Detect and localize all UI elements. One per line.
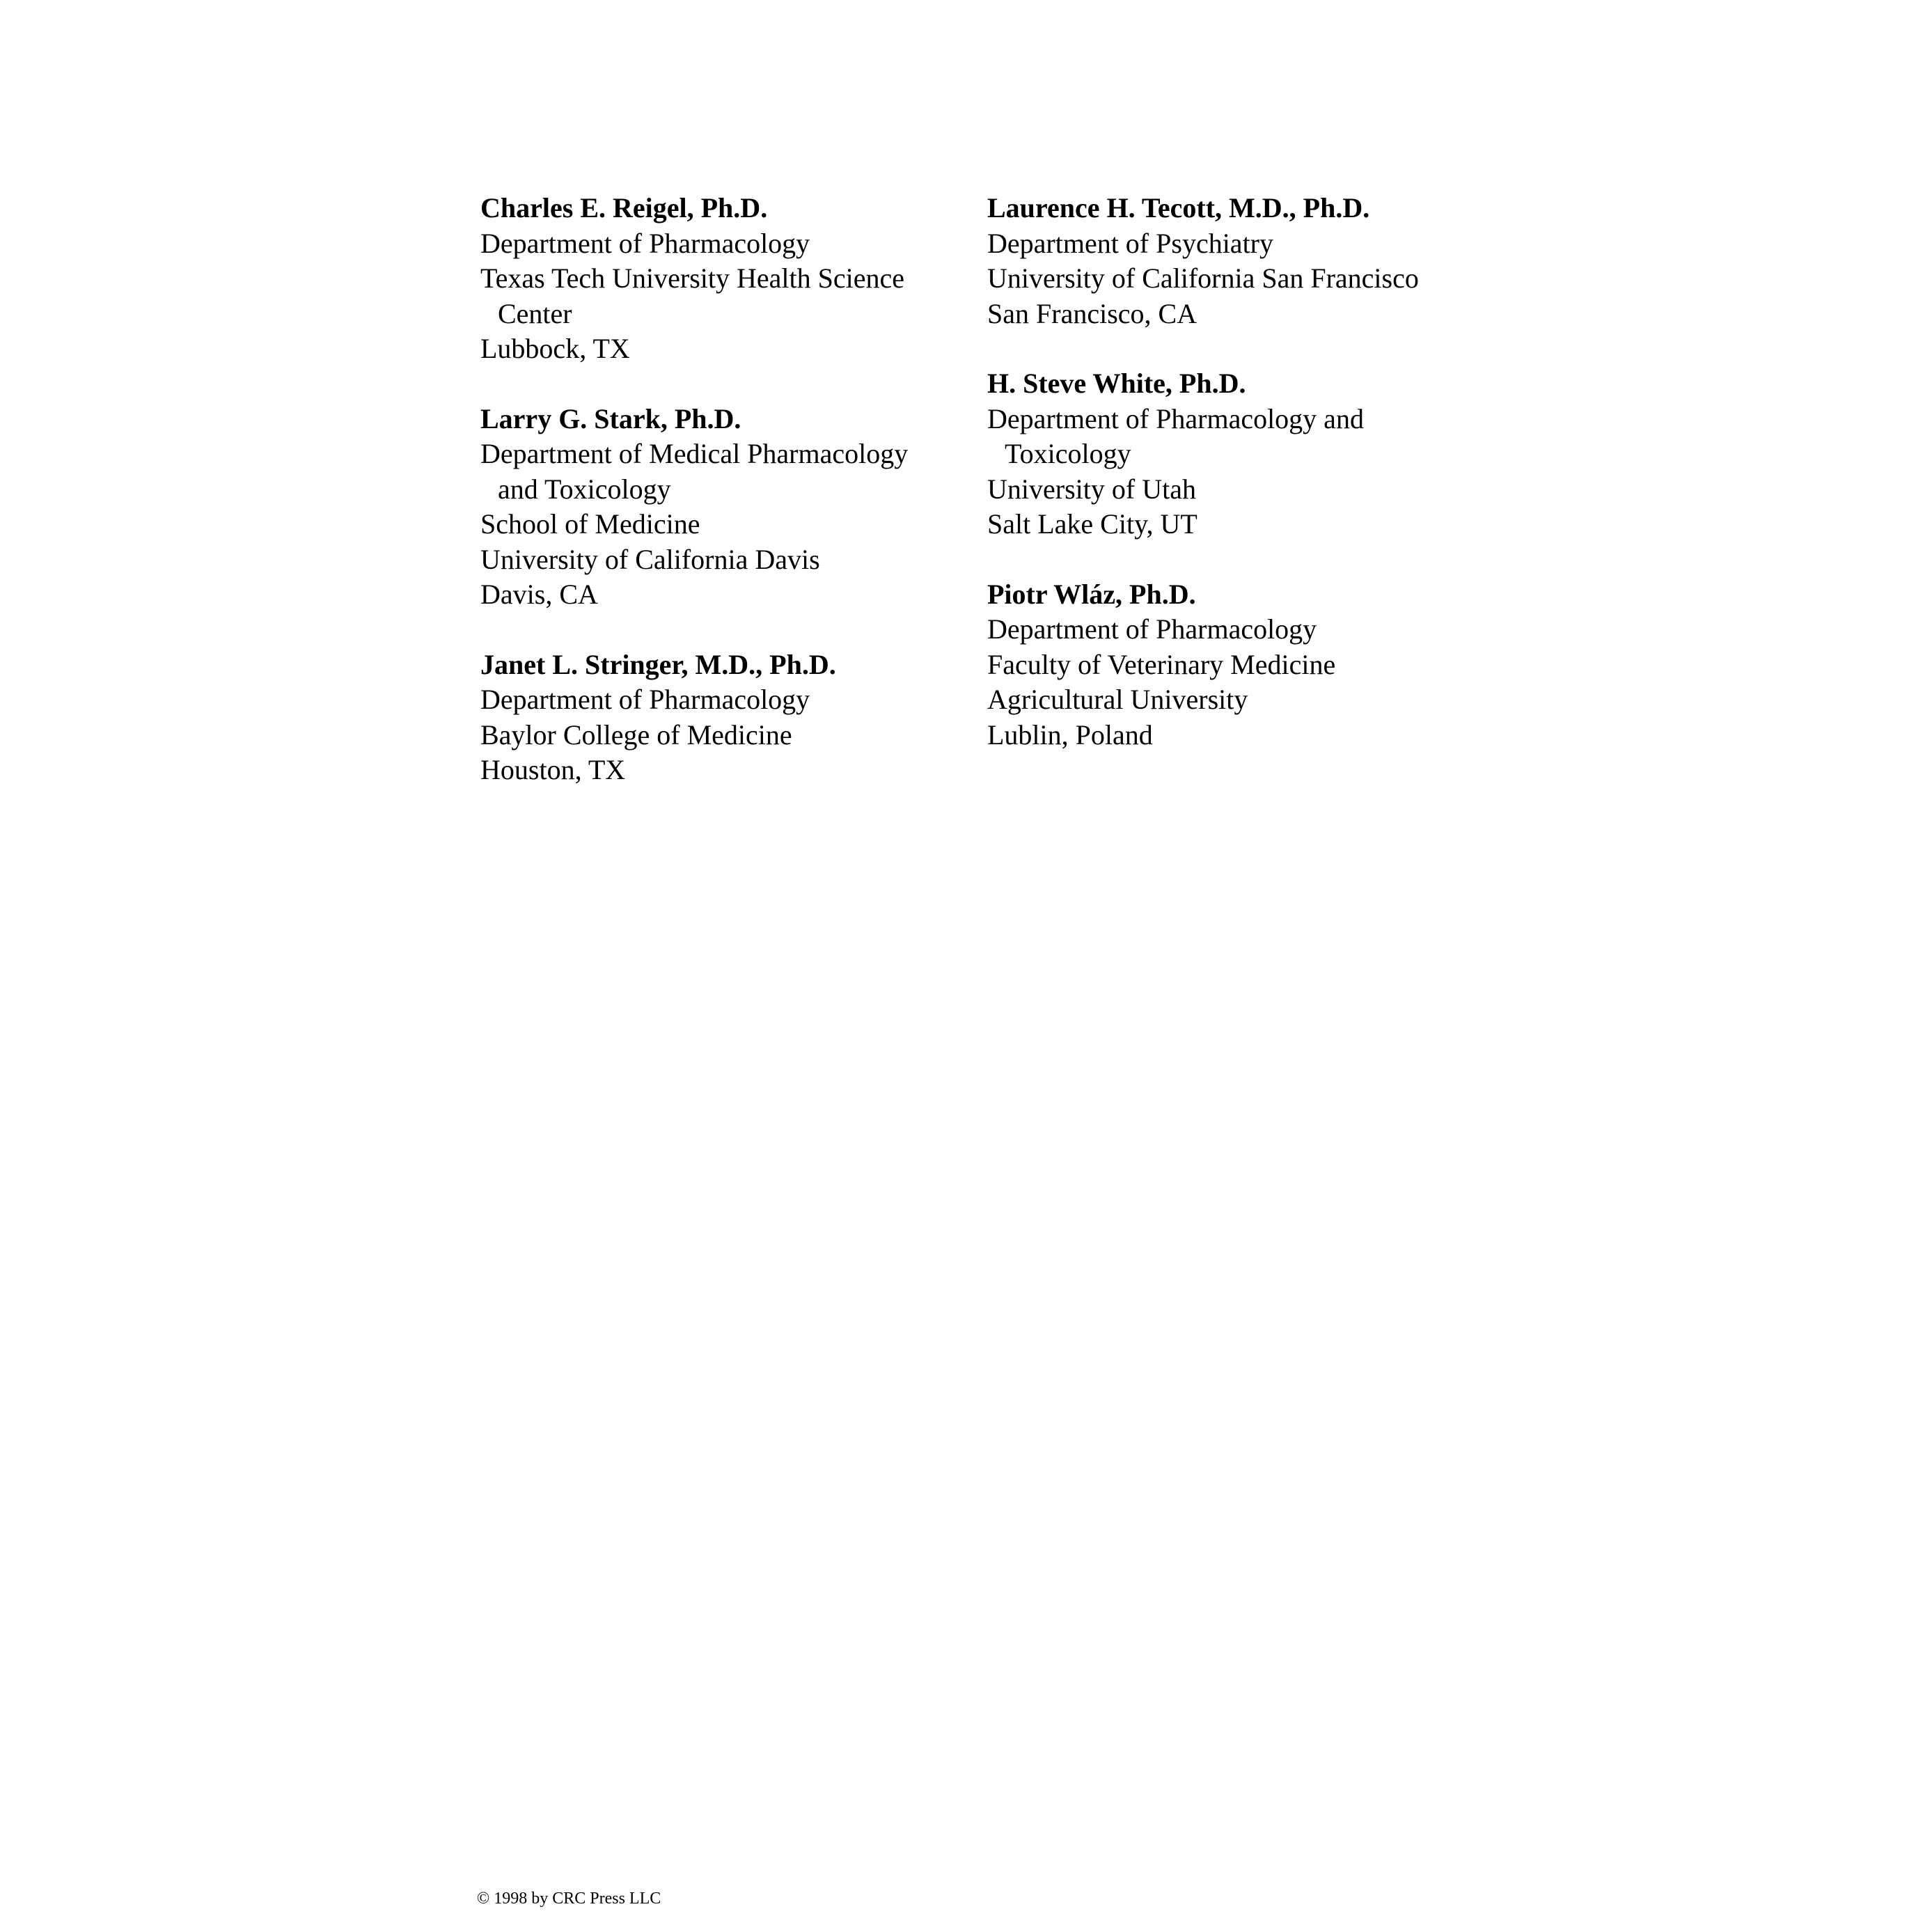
contributor-name: Charles E. Reigel, Ph.D. (480, 192, 768, 223)
affiliation-line: Lubbock, TX (480, 333, 630, 364)
affiliation-line: School of Medicine (480, 508, 700, 540)
contributor-entry (480, 647, 954, 788)
affiliation-line: University of California San Francisco (987, 262, 1419, 294)
affiliation-line: Baylor College of Medicine (480, 718, 792, 751)
contributor-name: H. Steve White, Ph.D. (987, 368, 1246, 399)
affiliation-line: Department of Psychiatry (987, 227, 1273, 259)
affiliation-line: Department of Pharmacology (987, 613, 1317, 645)
affiliation-line: Lublin, Poland (987, 718, 1153, 751)
contributors-column-left (480, 191, 954, 788)
affiliation-line: Department of Medical Pharmacology (480, 438, 909, 469)
contributor-name: Laurence H. Tecott, M.D., Ph.D. (987, 192, 1370, 223)
contributor-entry (480, 402, 954, 613)
contributor-entry (480, 191, 954, 367)
affiliation-line: Faculty of Veterinary Medicine (987, 648, 1336, 680)
affiliation-line: University of Utah (987, 473, 1196, 505)
affiliation-line: Center (498, 297, 572, 329)
contributor-name: Janet L. Stringer, M.D., Ph.D. (480, 648, 836, 680)
affiliation-line: Department of Pharmacology and (987, 402, 1364, 434)
affiliation-line: Agricultural University (987, 684, 1248, 715)
contributor-entry (987, 577, 1544, 753)
affiliation-line: Department of Pharmacology (480, 227, 810, 259)
affiliation-line: Texas Tech University Health Science (480, 262, 905, 294)
affiliation-line: Salt Lake City, UT (987, 508, 1197, 540)
contributor-name: Larry G. Stark, Ph.D. (480, 402, 741, 434)
contributor-name: Piotr Wláz, Ph.D. (987, 578, 1196, 610)
contributor-entry (987, 191, 1544, 331)
affiliation-line: Davis, CA (480, 579, 598, 610)
contributors-column-right (987, 191, 1544, 753)
affiliation-line: Department of Pharmacology (480, 684, 810, 715)
affiliation-line: San Francisco, CA (987, 297, 1197, 329)
affiliation-line: and Toxicology (498, 473, 671, 505)
affiliation-line: Houston, TX (480, 754, 626, 785)
affiliation-line: University of California Davis (480, 543, 820, 575)
affiliation-line: Toxicology (1005, 438, 1131, 469)
contributor-entry (987, 366, 1544, 542)
copyright-footer: © 1998 by CRC Press LLC (477, 1890, 661, 1908)
